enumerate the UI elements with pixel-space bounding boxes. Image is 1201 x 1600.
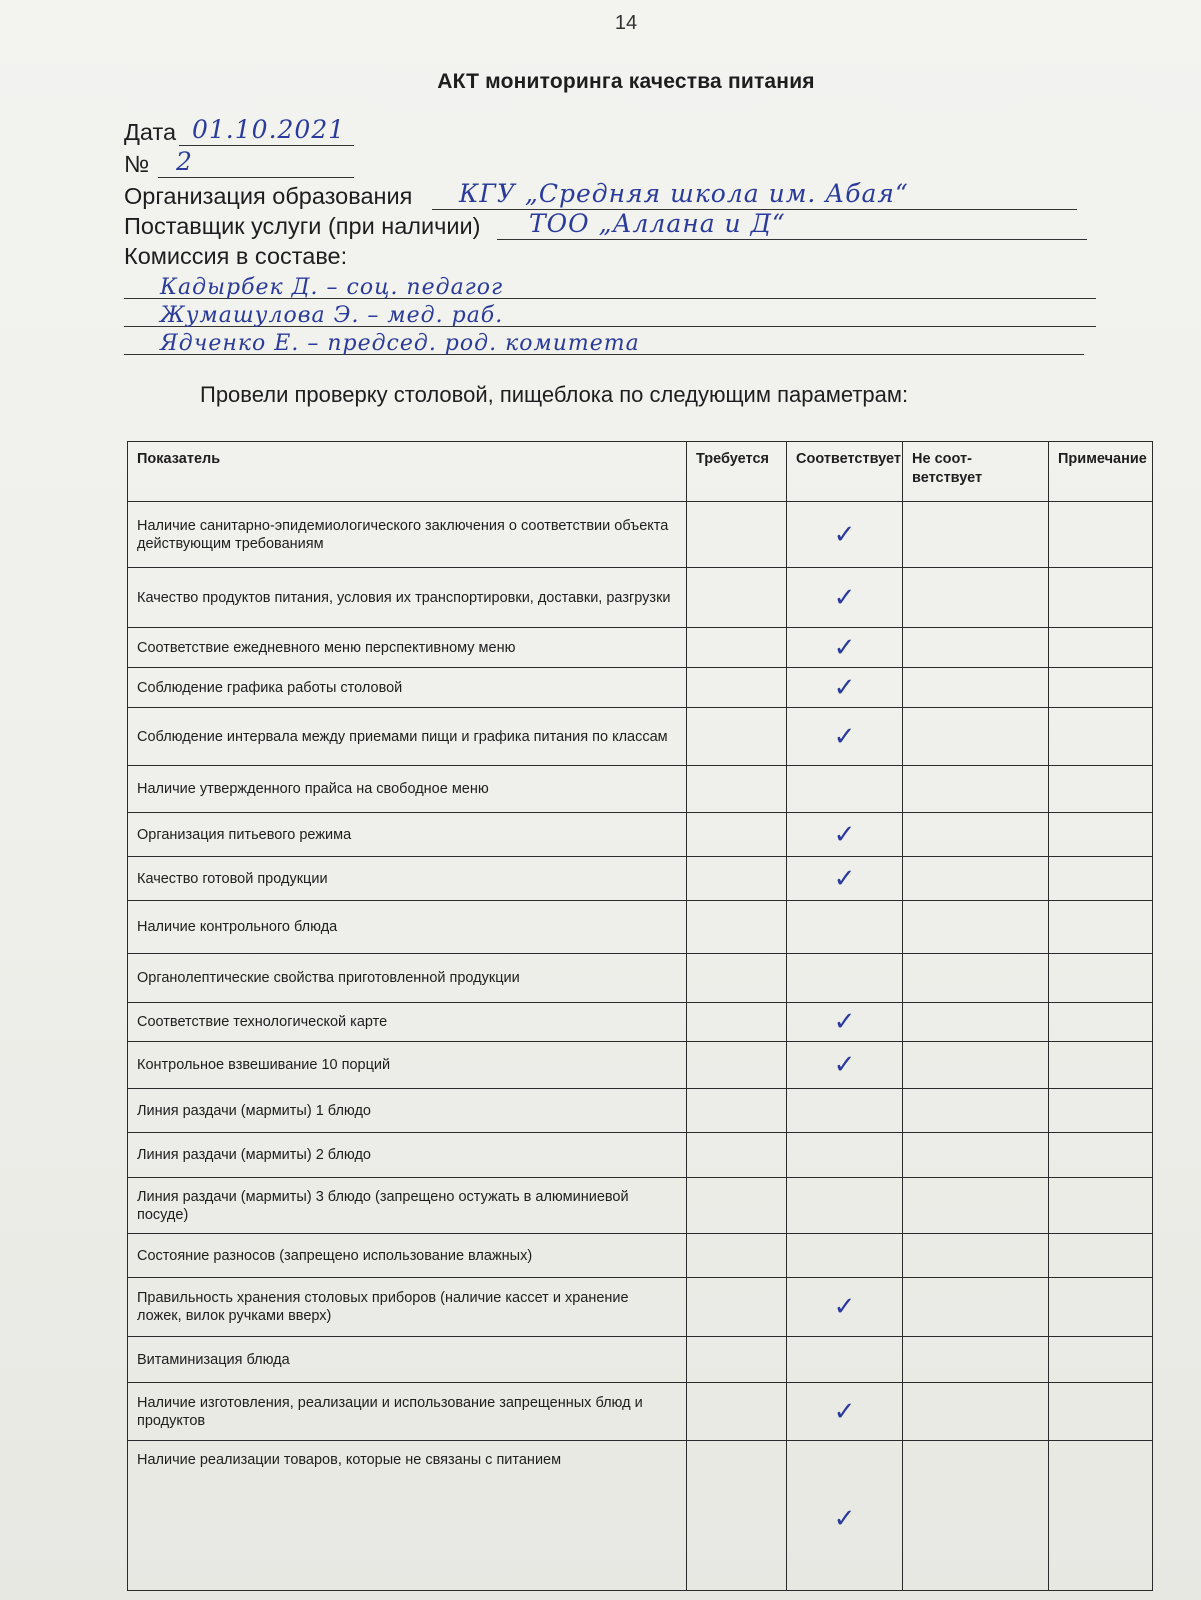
- organization-field: [124, 179, 1084, 212]
- table-row: [128, 568, 1153, 628]
- provider-field: [124, 209, 1094, 242]
- note-cell: [1049, 1042, 1153, 1089]
- complies-check-cell: ✓: [787, 1278, 903, 1337]
- not-complies-cell: [903, 502, 1049, 568]
- not-complies-cell: [903, 1234, 1049, 1278]
- note-cell: [1049, 857, 1153, 901]
- complies-check-cell: [787, 901, 903, 954]
- commission-member-line: [124, 300, 1096, 327]
- not-complies-cell: [903, 1133, 1049, 1178]
- not-complies-cell: [903, 1441, 1049, 1591]
- table-row: [128, 1234, 1153, 1278]
- required-cell: [687, 502, 787, 568]
- table-row: [128, 1337, 1153, 1383]
- table-row: [128, 766, 1153, 813]
- not-complies-cell: [903, 813, 1049, 857]
- table-row: [128, 668, 1153, 708]
- required-cell: [687, 954, 787, 1003]
- organization-label: Организация образования: [124, 183, 413, 209]
- not-complies-cell: [903, 1383, 1049, 1441]
- note-cell: [1049, 766, 1153, 813]
- required-cell: [687, 901, 787, 954]
- complies-check-cell: [787, 1178, 903, 1234]
- not-complies-cell: [903, 568, 1049, 628]
- table-header-row: [128, 442, 1153, 502]
- indicator-cell: Контрольное взвешивание 10 порций: [128, 1042, 687, 1089]
- required-cell: [687, 813, 787, 857]
- organization-value: КГУ „Средняя школа им. Абая“: [459, 179, 909, 208]
- header-not-complies: Не соот-ветствует: [903, 442, 1049, 502]
- complies-check-cell: [787, 1337, 903, 1383]
- required-cell: [687, 568, 787, 628]
- commission-member: Кадырбек Д. – соц. педагог: [160, 275, 504, 300]
- indicator-cell: Наличие реализации товаров, которые не связаны с питанием: [128, 1441, 687, 1591]
- table-row: [128, 502, 1153, 568]
- number-value: 2: [176, 147, 193, 176]
- commission-member: Жумашулова Э. – мед. раб.: [160, 303, 504, 328]
- note-cell: [1049, 502, 1153, 568]
- table-row: [128, 1133, 1153, 1178]
- date-label: Дата: [124, 119, 177, 145]
- not-complies-cell: [903, 954, 1049, 1003]
- table-row: [128, 1042, 1153, 1089]
- note-cell: [1049, 708, 1153, 766]
- required-cell: [687, 1337, 787, 1383]
- inspection-intro: Провели проверку столовой, пищеблока по следующим параметрам:: [200, 382, 909, 407]
- note-cell: [1049, 1337, 1153, 1383]
- not-complies-cell: [903, 628, 1049, 668]
- not-complies-cell: [903, 901, 1049, 954]
- note-cell: [1049, 901, 1153, 954]
- complies-check-cell: ✓: [787, 708, 903, 766]
- header-indicator: Показатель: [128, 442, 687, 502]
- complies-check-cell: ✓: [787, 568, 903, 628]
- table-row: [128, 901, 1153, 954]
- not-complies-cell: [903, 1003, 1049, 1042]
- table-row: [128, 708, 1153, 766]
- required-cell: [687, 668, 787, 708]
- complies-check-cell: ✓: [787, 1441, 903, 1591]
- complies-check-cell: ✓: [787, 1383, 903, 1441]
- not-complies-cell: [903, 668, 1049, 708]
- note-cell: [1049, 628, 1153, 668]
- indicator-cell: Соблюдение графика работы столовой: [128, 668, 687, 708]
- required-cell: [687, 1441, 787, 1591]
- indicator-cell: Линия раздачи (мармиты) 3 блюдо (запрещено остужать в алюминиевой посуде): [128, 1178, 687, 1234]
- required-cell: [687, 1089, 787, 1133]
- complies-check-cell: ✓: [787, 668, 903, 708]
- complies-check-cell: [787, 766, 903, 813]
- complies-check-cell: ✓: [787, 1042, 903, 1089]
- complies-check-cell: ✓: [787, 857, 903, 901]
- complies-check-cell: [787, 954, 903, 1003]
- commission-member: Ядченко Е. – председ. род. комитета: [160, 331, 640, 356]
- complies-check-cell: [787, 1089, 903, 1133]
- table-row: [128, 1178, 1153, 1234]
- date-value: 01.10.2021: [192, 115, 346, 144]
- not-complies-cell: [903, 1278, 1049, 1337]
- required-cell: [687, 1042, 787, 1089]
- indicator-cell: Линия раздачи (мармиты) 1 блюдо: [128, 1089, 687, 1133]
- indicator-cell: Органолептические свойства приготовленной продукции: [128, 954, 687, 1003]
- required-cell: [687, 1178, 787, 1234]
- complies-check-cell: ✓: [787, 628, 903, 668]
- note-cell: [1049, 1003, 1153, 1042]
- indicator-cell: Соответствие ежедневного меню перспективному меню: [128, 628, 687, 668]
- indicator-cell: Витаминизация блюда: [128, 1337, 687, 1383]
- commission-field: [124, 242, 524, 272]
- note-cell: [1049, 1089, 1153, 1133]
- indicator-cell: Наличие утвержденного прайса на свободное меню: [128, 766, 687, 813]
- indicator-cell: Качество готовой продукции: [128, 857, 687, 901]
- indicator-cell: Качество продуктов питания, условия их транспортировки, доставки, разгрузки: [128, 568, 687, 628]
- note-cell: [1049, 568, 1153, 628]
- indicator-cell: Соблюдение интервала между приемами пищи и графика питания по классам: [128, 708, 687, 766]
- indicator-cell: Организация питьевого режима: [128, 813, 687, 857]
- date-field: [124, 115, 364, 148]
- not-complies-cell: [903, 1089, 1049, 1133]
- provider-label: Поставщик услуги (при наличии): [124, 213, 481, 239]
- note-cell: [1049, 1383, 1153, 1441]
- indicator-cell: Наличие контрольного блюда: [128, 901, 687, 954]
- note-cell: [1049, 668, 1153, 708]
- note-cell: [1049, 1441, 1153, 1591]
- note-cell: [1049, 1234, 1153, 1278]
- indicator-cell: Наличие санитарно-эпидемиологического заключения о соответствии объекта действующим требованиям: [128, 502, 687, 568]
- note-cell: [1049, 1133, 1153, 1178]
- required-cell: [687, 857, 787, 901]
- not-complies-cell: [903, 708, 1049, 766]
- number-field: [124, 147, 364, 180]
- page-number: 14: [614, 12, 638, 34]
- commission-label: Комиссия в составе:: [124, 243, 348, 269]
- note-cell: [1049, 954, 1153, 1003]
- required-cell: [687, 628, 787, 668]
- table-row: [128, 1003, 1153, 1042]
- not-complies-cell: [903, 766, 1049, 813]
- table-row: [128, 628, 1153, 668]
- note-cell: [1049, 813, 1153, 857]
- not-complies-cell: [903, 1042, 1049, 1089]
- required-cell: [687, 1234, 787, 1278]
- required-cell: [687, 1133, 787, 1178]
- header-required: Требуется: [687, 442, 787, 502]
- inspection-table: [127, 441, 1153, 1591]
- table-row: [128, 1441, 1153, 1591]
- table-row: [128, 954, 1153, 1003]
- required-cell: [687, 1278, 787, 1337]
- required-cell: [687, 1003, 787, 1042]
- complies-check-cell: [787, 1133, 903, 1178]
- not-complies-cell: [903, 857, 1049, 901]
- header-note: Примечание: [1049, 442, 1153, 502]
- header-complies: Соответствует: [787, 442, 903, 502]
- commission-member-line: [124, 328, 1084, 355]
- complies-check-cell: ✓: [787, 1003, 903, 1042]
- commission-member-line: [124, 272, 1096, 299]
- indicator-cell: Правильность хранения столовых приборов (наличие кассет и хранение ложек, вилок ручками вверх): [128, 1278, 687, 1337]
- indicator-cell: Линия раздачи (мармиты) 2 блюдо: [128, 1133, 687, 1178]
- required-cell: [687, 766, 787, 813]
- table-row: [128, 1089, 1153, 1133]
- required-cell: [687, 708, 787, 766]
- complies-check-cell: [787, 1234, 903, 1278]
- provider-value: ТОО „Аллана и Д“: [529, 209, 786, 238]
- not-complies-cell: [903, 1178, 1049, 1234]
- indicator-cell: Наличие изготовления, реализации и использование запрещенных блюд и продуктов: [128, 1383, 687, 1441]
- table-row: [128, 1278, 1153, 1337]
- note-cell: [1049, 1278, 1153, 1337]
- required-cell: [687, 1383, 787, 1441]
- document-title: АКТ мониторинга качества питания: [437, 70, 815, 93]
- table-row: [128, 813, 1153, 857]
- number-label: №: [124, 151, 150, 177]
- not-complies-cell: [903, 1337, 1049, 1383]
- complies-check-cell: ✓: [787, 813, 903, 857]
- indicator-cell: Соответствие технологической карте: [128, 1003, 687, 1042]
- note-cell: [1049, 1178, 1153, 1234]
- table-row: [128, 857, 1153, 901]
- indicator-cell: Состояние разносов (запрещено использование влажных): [128, 1234, 687, 1278]
- table-row: [128, 1383, 1153, 1441]
- complies-check-cell: ✓: [787, 502, 903, 568]
